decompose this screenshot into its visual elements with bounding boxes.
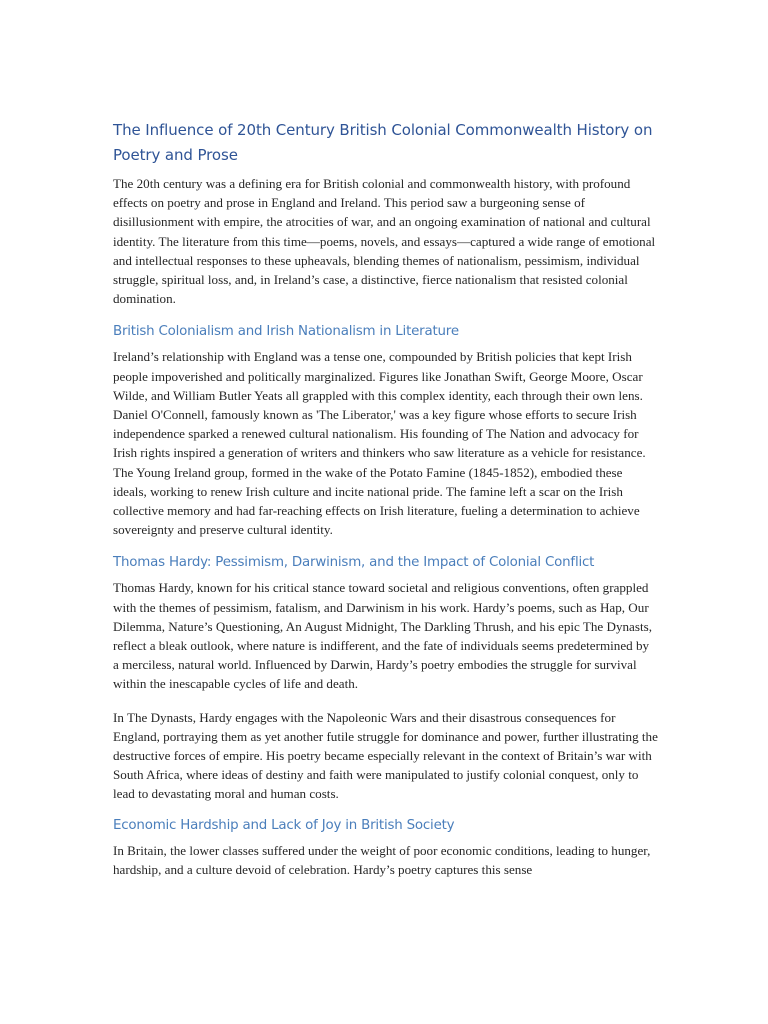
section-heading-economic-hardship: Economic Hardship and Lack of Joy in British Society — [113, 817, 455, 833]
document-page — [113, 118, 658, 893]
section-paragraph: In Britain, the lower classes suffered under the weight of poor economic conditions, leading to hunger, hardship, and a culture devoid of celebration. Hardy’s poetry captures this sense — [113, 842, 651, 877]
section-heading-thomas-hardy: Thomas Hardy: Pessimism, Darwinism, and the Impact of Colonial Conflict — [113, 555, 595, 571]
section-paragraph: Ireland’s relationship with England was a tense one, compounded by British policies that kept Irish people impoverished and politically marginalized. Figures like Jonathan Swift, George Moore, Oscar Wilde, and William Butler Yeats all grappled with this complex identity, each through their own lens. Daniel O'Connell, famously known as 'The Liberator,' was a key figure whose efforts to secure Irish independence sparked a renewed cultural nationalism. His founding of The Nation and advocacy for Irish rights inspired a generation of writers and thinkers who saw literature as a vehicle for resistance. The Young Ireland group, formed in the wake of the Potato Famine (1845-1852), embodied these ideals, working to renew Irish culture and incite national pride. The famine left a scar on the Irish collective memory and had far-reaching effects on Irish literature, fueling a determination to achieve sovereignty and preserve cultural identity. — [113, 349, 646, 538]
section-paragraph: Thomas Hardy, known for his critical stance toward societal and religious conventions, often grappled with the themes of pessimism, fatalism, and Darwinism in his work. Hardy’s poems, such as Hap, Our Dilemma, Nature’s Questioning, An August Midnight, The Darkling Thrush, and his epic The Dynasts, reflect a bleak outlook, where nature is indifferent, and the fate of individuals seems predetermined by a merciless, natural world. Influenced by Darwin, Hardy’s poetry embodies the struggle for survival within the inescapable cycles of life and death. — [113, 580, 652, 692]
intro-paragraph: The 20th century was a defining era for British colonial and commonwealth history, with profound effects on poetry and prose in England and Ireland. This period saw a burgeoning sense of disillusionment with empire, the atrocities of war, and an ongoing examination of national and cultural identity. The literature from this time—poems, novels, and essays—captured a wide range of emotional and intellectual responses to these upheavals, blending themes of nationalism, pessimism, individual struggle, spiritual loss, and, in Ireland’s case, a distinctive, fierce nationalism that resisted colonial domination. — [113, 176, 656, 307]
section-paragraph: In The Dynasts, Hardy engages with the Napoleonic Wars and their disastrous consequences for England, portraying them as yet another futile struggle for dominance and power, further illustrating the destructive forces of empire. His poetry became especially relevant in the context of Britain’s war with South Africa, where ideas of destiny and faith were manipulated to justify colonial conquest, only to lead to devastating moral and human costs. — [113, 709, 658, 802]
document-title: The Influence of 20th Century British Colonial Commonwealth History on Poetry and Prose — [113, 121, 653, 164]
section-heading-irish-nationalism: British Colonialism and Irish Nationalism in Literature — [113, 324, 459, 340]
